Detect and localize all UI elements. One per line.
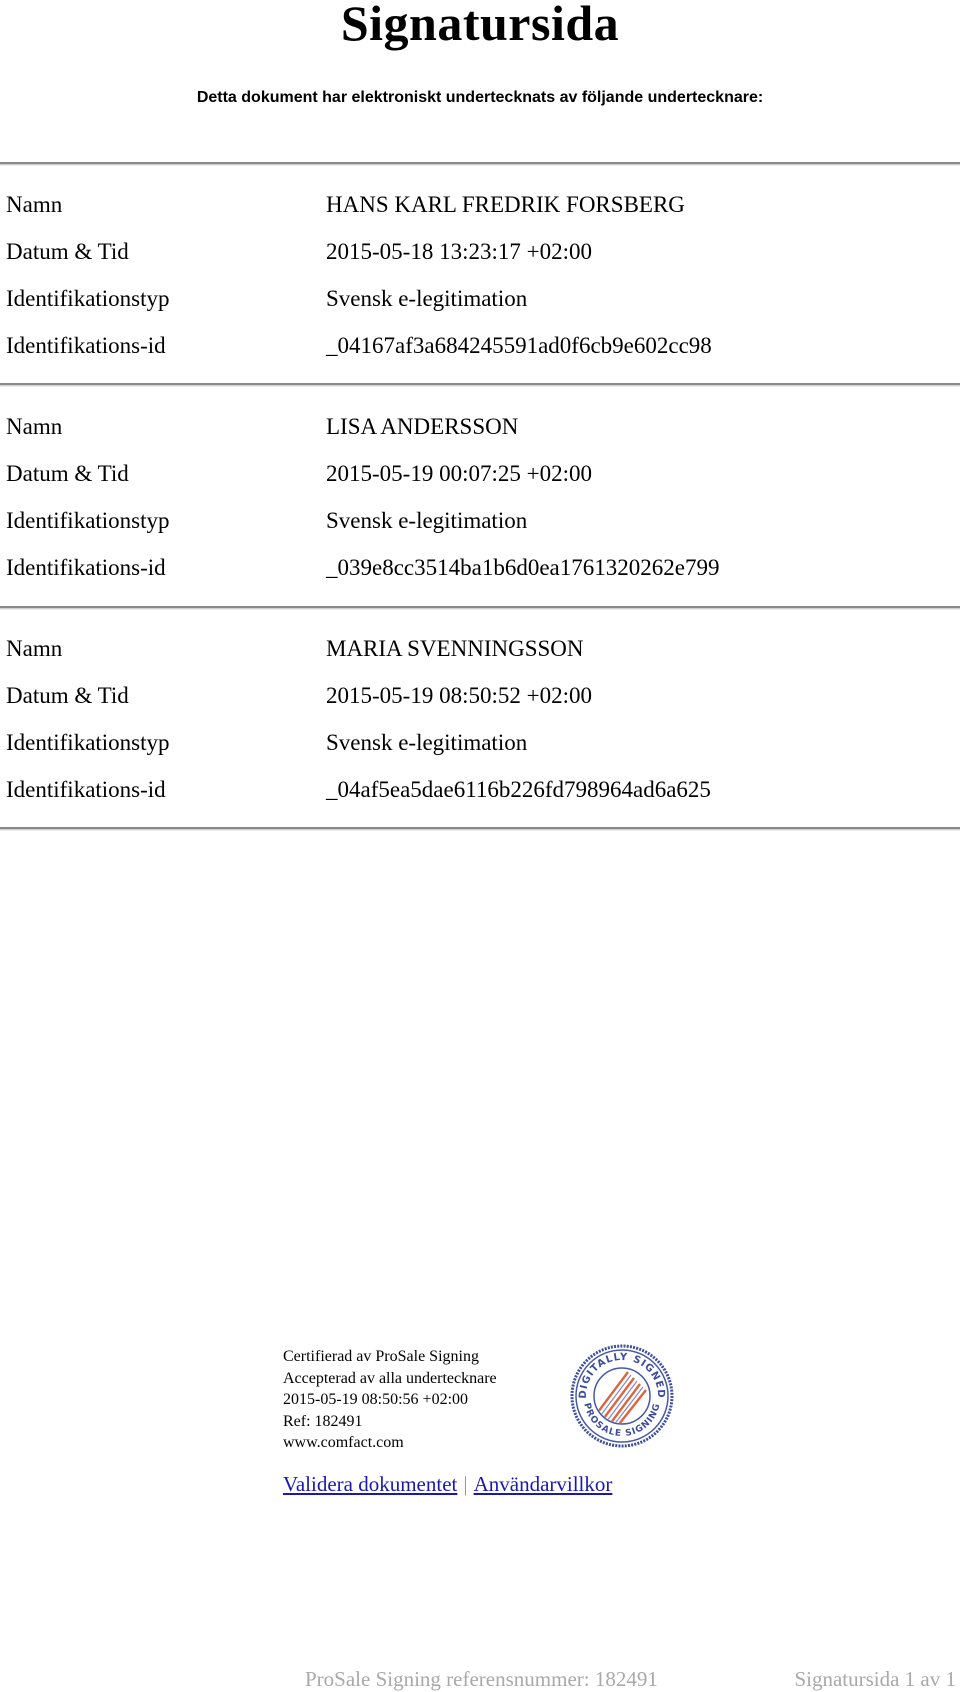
divider xyxy=(0,827,960,829)
signer-name: LISA ANDERSSON xyxy=(326,414,519,439)
seal-bottom-text: PROSALE SIGNING xyxy=(581,1401,663,1440)
signer-id-type: Svensk e-legitimation xyxy=(326,730,528,755)
signer-datetime: 2015-05-19 08:50:52 +02:00 xyxy=(326,683,592,708)
signer-id: _04167af3a684245591ad0f6cb9e602cc98 xyxy=(326,333,712,358)
name-label: Namn xyxy=(6,414,63,439)
cert-line: 2015-05-19 08:50:56 +02:00 xyxy=(283,1391,469,1408)
link-separator: | xyxy=(463,1472,468,1496)
certification-info xyxy=(283,1346,497,1454)
signer-name: HANS KARL FREDRIK FORSBERG xyxy=(326,192,685,217)
signer-id-row xyxy=(0,775,960,805)
datetime-label: Datum & Tid xyxy=(6,683,129,708)
signer-datetime: 2015-05-18 13:23:17 +02:00 xyxy=(326,239,592,264)
signer-id-type-row xyxy=(0,284,960,314)
seal-top-text: DIGITALLY SIGNED xyxy=(577,1351,667,1399)
signer-datetime-row xyxy=(0,681,960,711)
signer-name: MARIA SVENNINGSSON xyxy=(326,636,584,661)
signer-id: _039e8cc3514ba1b6d0ea1761320262e799 xyxy=(326,555,720,580)
signer-name-row xyxy=(0,190,960,220)
signer-datetime-row xyxy=(0,459,960,489)
footer-page-number: Signatursida 1 av 1 xyxy=(794,1667,956,1691)
signer-id: _04af5ea5dae6116b226fd798964ad6a625 xyxy=(326,777,711,802)
divider xyxy=(0,383,960,385)
id-type-label: Identifikationstyp xyxy=(6,730,170,755)
signer-name-row xyxy=(0,412,960,442)
signer-id-type-row xyxy=(0,506,960,536)
signer-id-type: Svensk e-legitimation xyxy=(326,508,528,533)
digitally-signed-seal-icon xyxy=(568,1342,676,1450)
page-title: Signatursida xyxy=(340,0,620,51)
id-type-label: Identifikationstyp xyxy=(6,286,170,311)
signer-datetime-row xyxy=(0,237,960,267)
signer-id-row xyxy=(0,553,960,583)
signer-id-type: Svensk e-legitimation xyxy=(326,286,528,311)
datetime-label: Datum & Tid xyxy=(6,461,129,486)
divider xyxy=(0,606,960,608)
signer-name-row xyxy=(0,634,960,664)
id-label: Identifikations-id xyxy=(6,777,166,802)
divider xyxy=(0,162,960,164)
document-links xyxy=(283,1470,612,1498)
id-type-label: Identifikationstyp xyxy=(6,508,170,533)
cert-line: Certifierad av ProSale Signing xyxy=(283,1348,479,1365)
id-label: Identifikations-id xyxy=(6,555,166,580)
footer-reference: ProSale Signing referensnummer: 182491 xyxy=(305,1667,658,1691)
signer-datetime: 2015-05-19 00:07:25 +02:00 xyxy=(326,461,592,486)
cert-line: Ref: 182491 xyxy=(283,1412,363,1430)
id-label: Identifikations-id xyxy=(6,333,166,358)
terms-link[interactable]: Användarvillkor xyxy=(473,1472,613,1496)
validate-document-link[interactable]: Validera dokumentet xyxy=(283,1472,458,1496)
cert-line: www.comfact.com xyxy=(283,1434,404,1451)
name-label: Namn xyxy=(6,192,63,217)
datetime-label: Datum & Tid xyxy=(6,239,129,264)
signer-id-type-row xyxy=(0,728,960,758)
svg-text:DIGITALLY SIGNED xyxy=(578,1352,666,1399)
page-subtitle: Detta dokument har elektroniskt undertecknats av följande undertecknare: xyxy=(196,89,764,106)
signer-id-row xyxy=(0,331,960,361)
cert-line: Accepterad av alla undertecknare xyxy=(283,1369,497,1387)
name-label: Namn xyxy=(6,636,63,661)
